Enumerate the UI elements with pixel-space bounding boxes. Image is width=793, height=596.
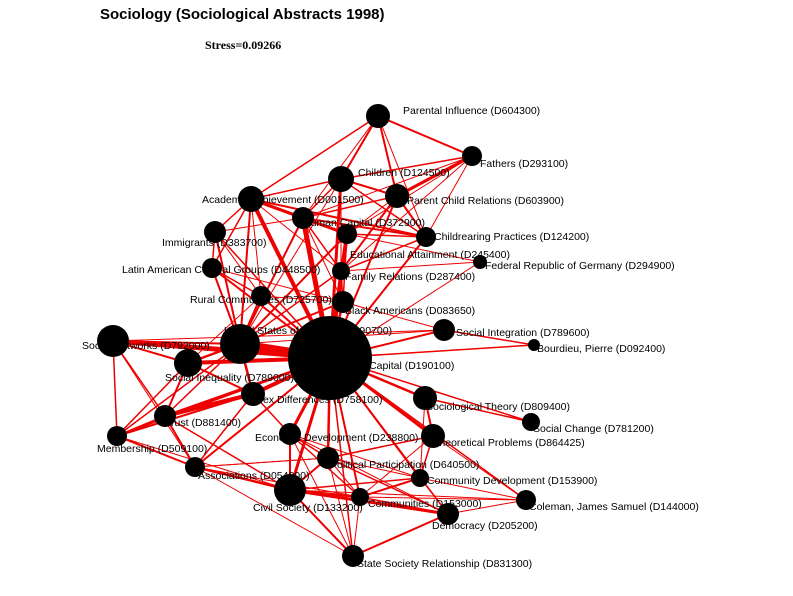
node-label-academic: Academic Achievement (D001500) xyxy=(202,194,364,206)
edge-parental-fathers xyxy=(378,116,472,156)
node-label-soctheory: Sociological Theory (D809400) xyxy=(426,401,570,413)
node-label-political: Political Participation (D640500) xyxy=(330,459,480,471)
chart-title: Sociology (Sociological Abstracts 1998) xyxy=(100,6,385,23)
node-label-childrearing: Childrearing Practices (D124200) xyxy=(434,231,590,243)
node-parentchild[interactable] xyxy=(385,184,409,208)
node-label-socchange: Social Change (D781200) xyxy=(533,423,654,435)
node-label-educational: Educational Attainment (D245400) xyxy=(350,249,510,261)
node-label-coleman: Coleman, James Samuel (D144000) xyxy=(529,501,699,513)
node-label-statesociety: State Society Relationship (D831300) xyxy=(357,558,533,570)
node-label-inequality: Social Inequality (D789000) xyxy=(165,372,294,384)
node-label-commdev: Community Development (D153900) xyxy=(427,475,598,487)
node-label-black: Black Americans (D083650) xyxy=(345,305,476,317)
node-label-democracy: Democracy (D205200) xyxy=(432,520,538,532)
node-integration[interactable] xyxy=(433,319,455,341)
stress-value: Stress=0.09266 xyxy=(205,38,282,52)
node-childrearing[interactable] xyxy=(416,227,436,247)
node-parental[interactable] xyxy=(366,104,390,128)
node-label-fathers: Fathers (D293100) xyxy=(480,158,569,170)
node-label-sexdiff: Sex Differences (D758100) xyxy=(256,394,383,406)
node-label-bourdieu: Bourdieu, Pierre (D092400) xyxy=(537,343,666,355)
node-label-trust: Trust (D881400) xyxy=(165,417,242,429)
node-label-humancap: Human Capital (D372900) xyxy=(303,217,425,229)
node-label-civil: Civil Society (D133200) xyxy=(253,502,363,514)
edge-parental-academic xyxy=(251,116,378,199)
node-label-communities: Communities (D153000) xyxy=(368,498,482,510)
node-label-integration: Social Integration (D789600) xyxy=(456,327,590,339)
node-label-children: Children (D124500) xyxy=(358,167,450,179)
node-label-family: Family Relations (D287400) xyxy=(345,271,476,283)
node-label-latin: Latin American Cultural Groups (D448500) xyxy=(122,264,321,276)
node-children[interactable] xyxy=(328,166,354,192)
edge-associations-political xyxy=(195,458,328,467)
node-label-theoretical: Theoretical Problems (D864425) xyxy=(433,437,585,449)
node-label-rural: Rural Communities (D725700) xyxy=(190,294,332,306)
node-label-parentchild: Parent Child Relations (D603900) xyxy=(407,195,565,207)
node-label-immigrants: Immigrants (D383700) xyxy=(162,237,267,249)
node-label-econdev: Economic Development (D238800) xyxy=(255,432,419,444)
node-fathers[interactable] xyxy=(462,146,482,166)
node-label-usa: United States of America (D890700) xyxy=(224,325,393,337)
node-label-associations: Associations (D054000) xyxy=(198,470,310,482)
node-label-networks: Social Networks (D792000) xyxy=(82,340,210,352)
node-label-federal: Federal Republic of Germany (D294900) xyxy=(485,260,675,272)
labels-layer xyxy=(82,105,699,570)
node-label-parental: Parental Influence (D604300) xyxy=(403,105,541,117)
node-label-membership: Membership (D509100) xyxy=(97,443,208,455)
node-label-cultural: Cultural Capital (D190100) xyxy=(330,360,455,372)
